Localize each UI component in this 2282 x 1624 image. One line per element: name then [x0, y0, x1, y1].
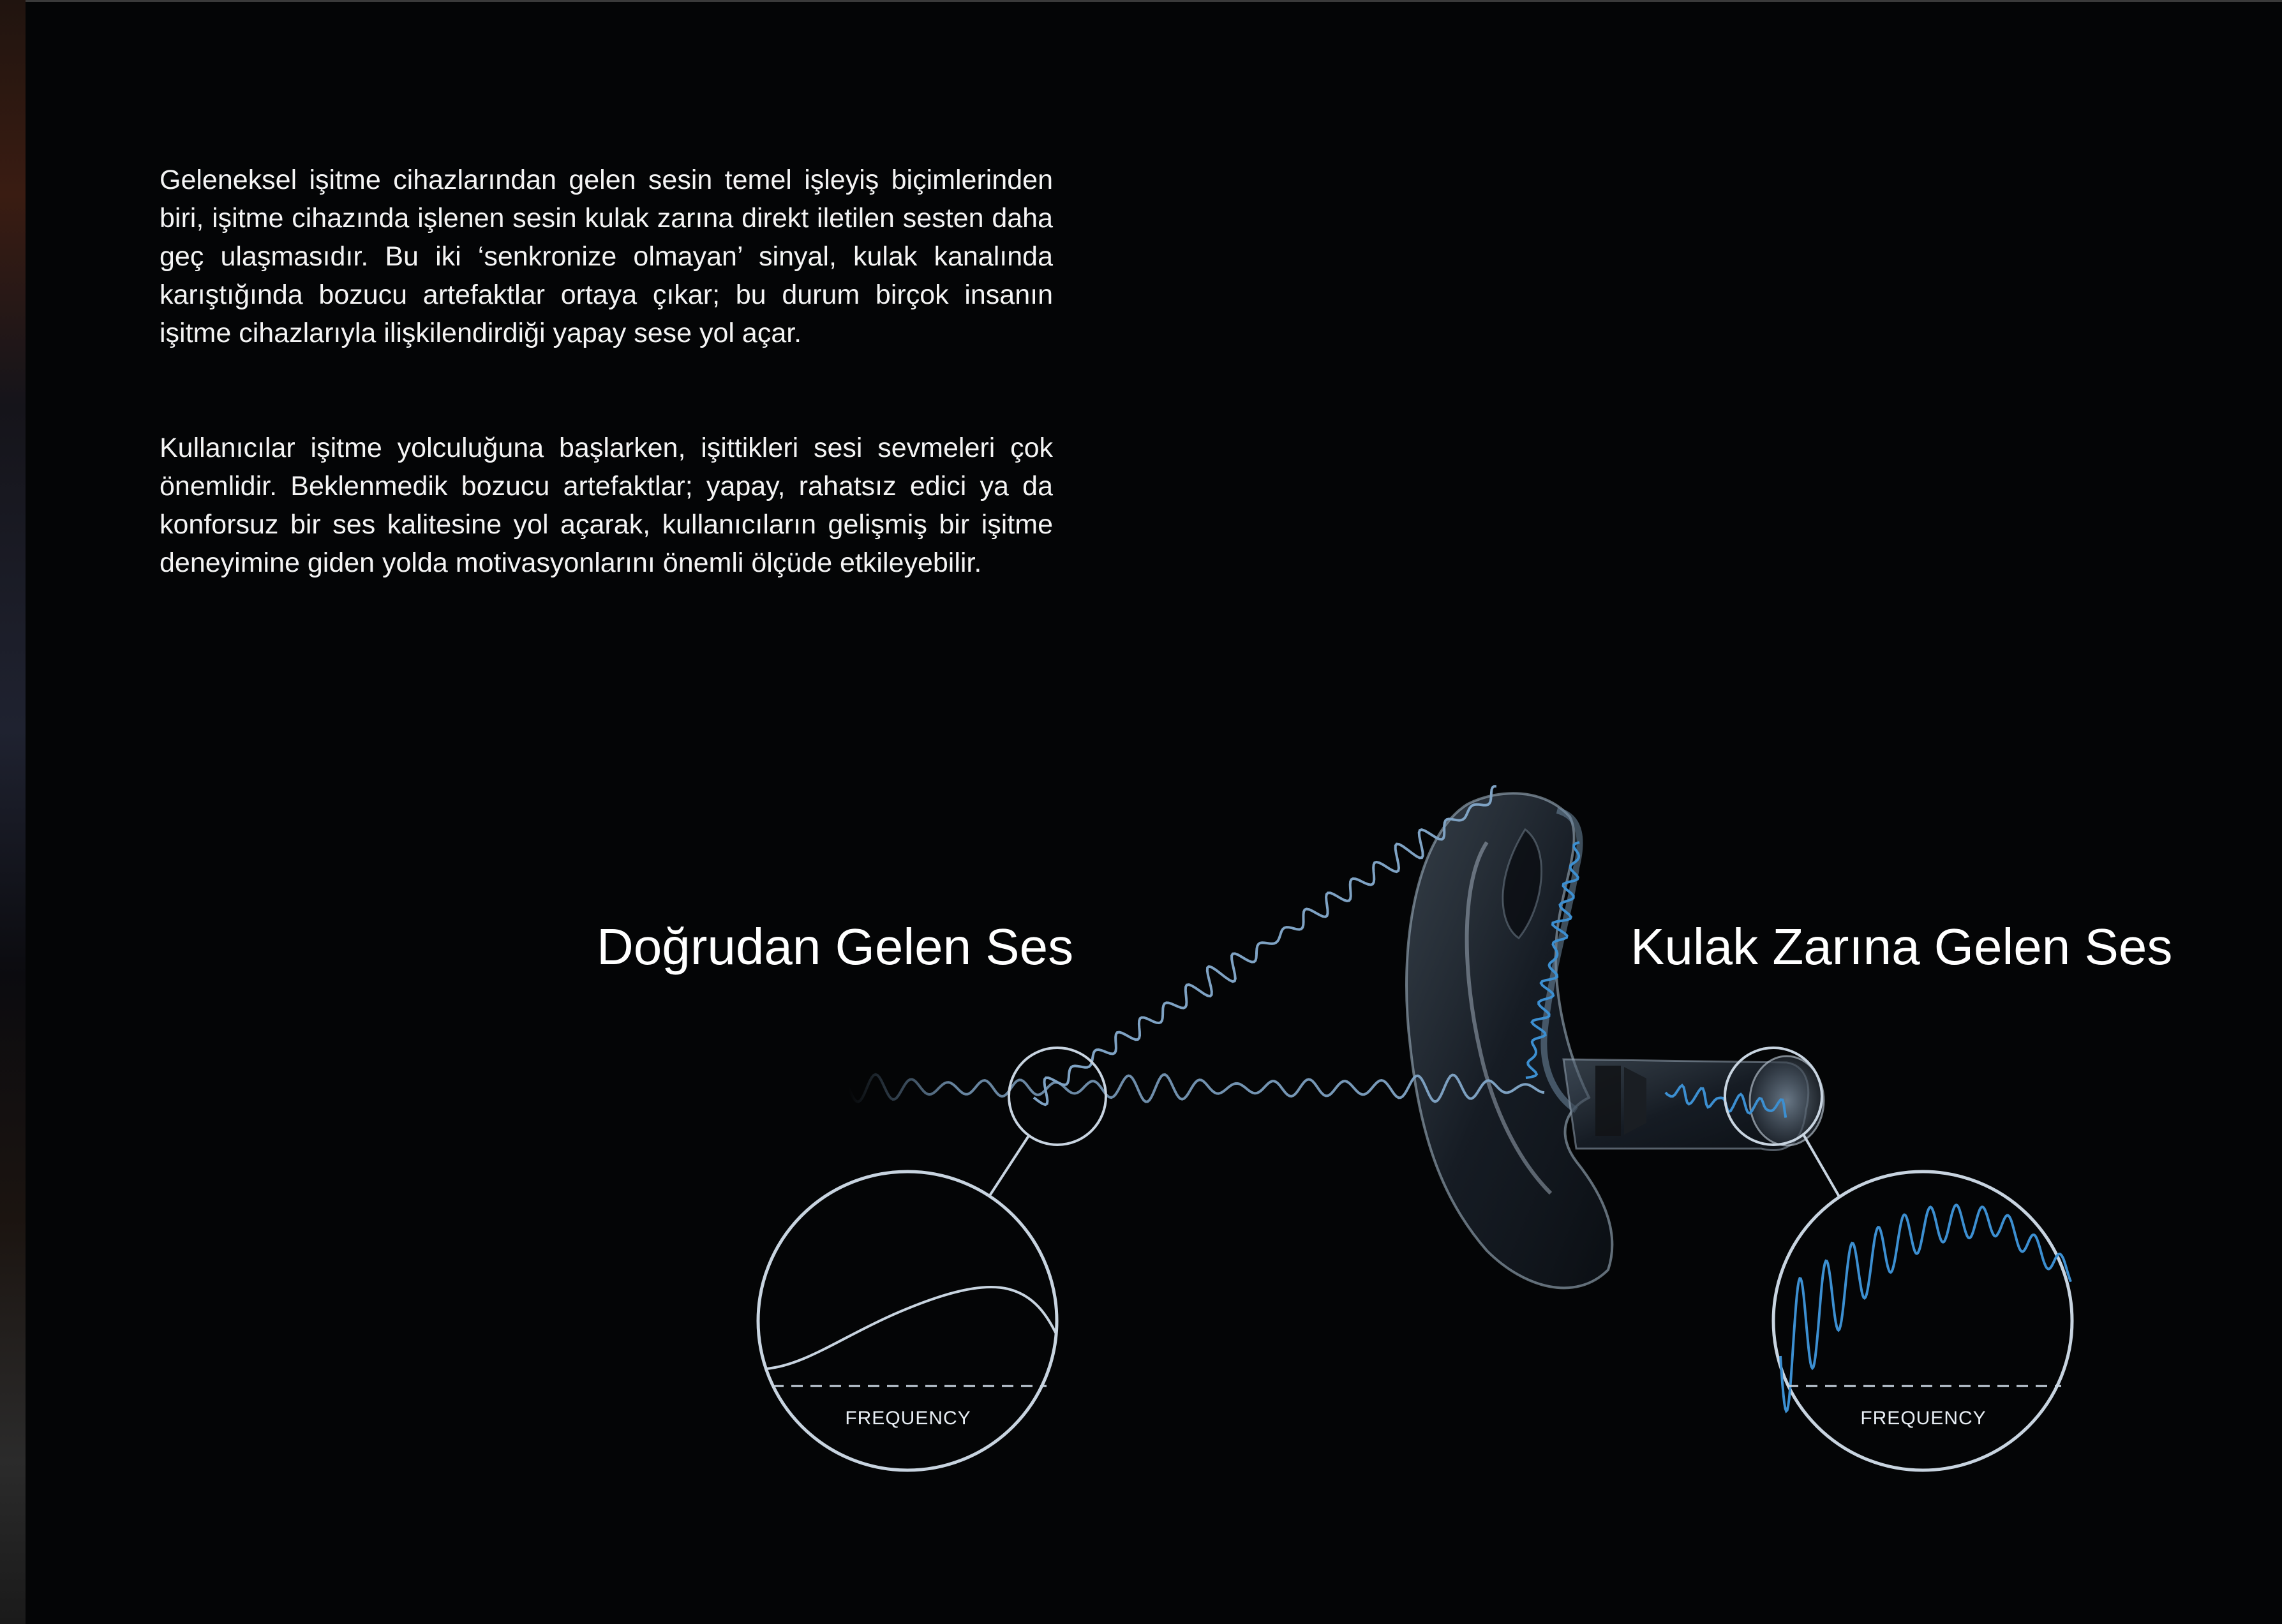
intro-paragraph: Geleneksel işitme cihazlarından gelen sesin temel işleyiş biçimlerinden biri, işitme cihazında işlenen sesin kulak zarına direkt iletilen sesten daha geç ulaşmasıdır. Bu iki ‘senkronize olmayan’ sinyal, kulak kanalında karıştığında bozucu artefaktlar ortaya çıkar; bu durum birçok insanın işitme cihazlarıyla ilişkilendirdiği yapay sese yol açar.	[160, 165, 1053, 348]
ear-illustration	[1406, 793, 1824, 1288]
right-frequency-axis-label: FREQUENCY	[1860, 1408, 1987, 1429]
left-frequency-axis-label: FREQUENCY	[845, 1408, 971, 1429]
eardrum-sound-label: Kulak Zarına Gelen Ses	[1630, 918, 2173, 975]
second-paragraph: Kullanıcılar işitme yolculuğuna başlarken, işittikleri sesi sevmeleri çok önemlidir. Beklenmedik bozucu artefaktlar; yapay, rahatsız edici ya da konforsuz bir ses kalitesine yol açarak, kullanıcıların gelişmiş bir işitme deneyimine giden yolda motivasyonlarını önemli ölçüde etkileyebilir.	[160, 433, 1053, 578]
direct-sound-label: Doğrudan Gelen Ses	[597, 918, 1074, 975]
direct-sound-magnifier	[758, 1048, 1106, 1470]
